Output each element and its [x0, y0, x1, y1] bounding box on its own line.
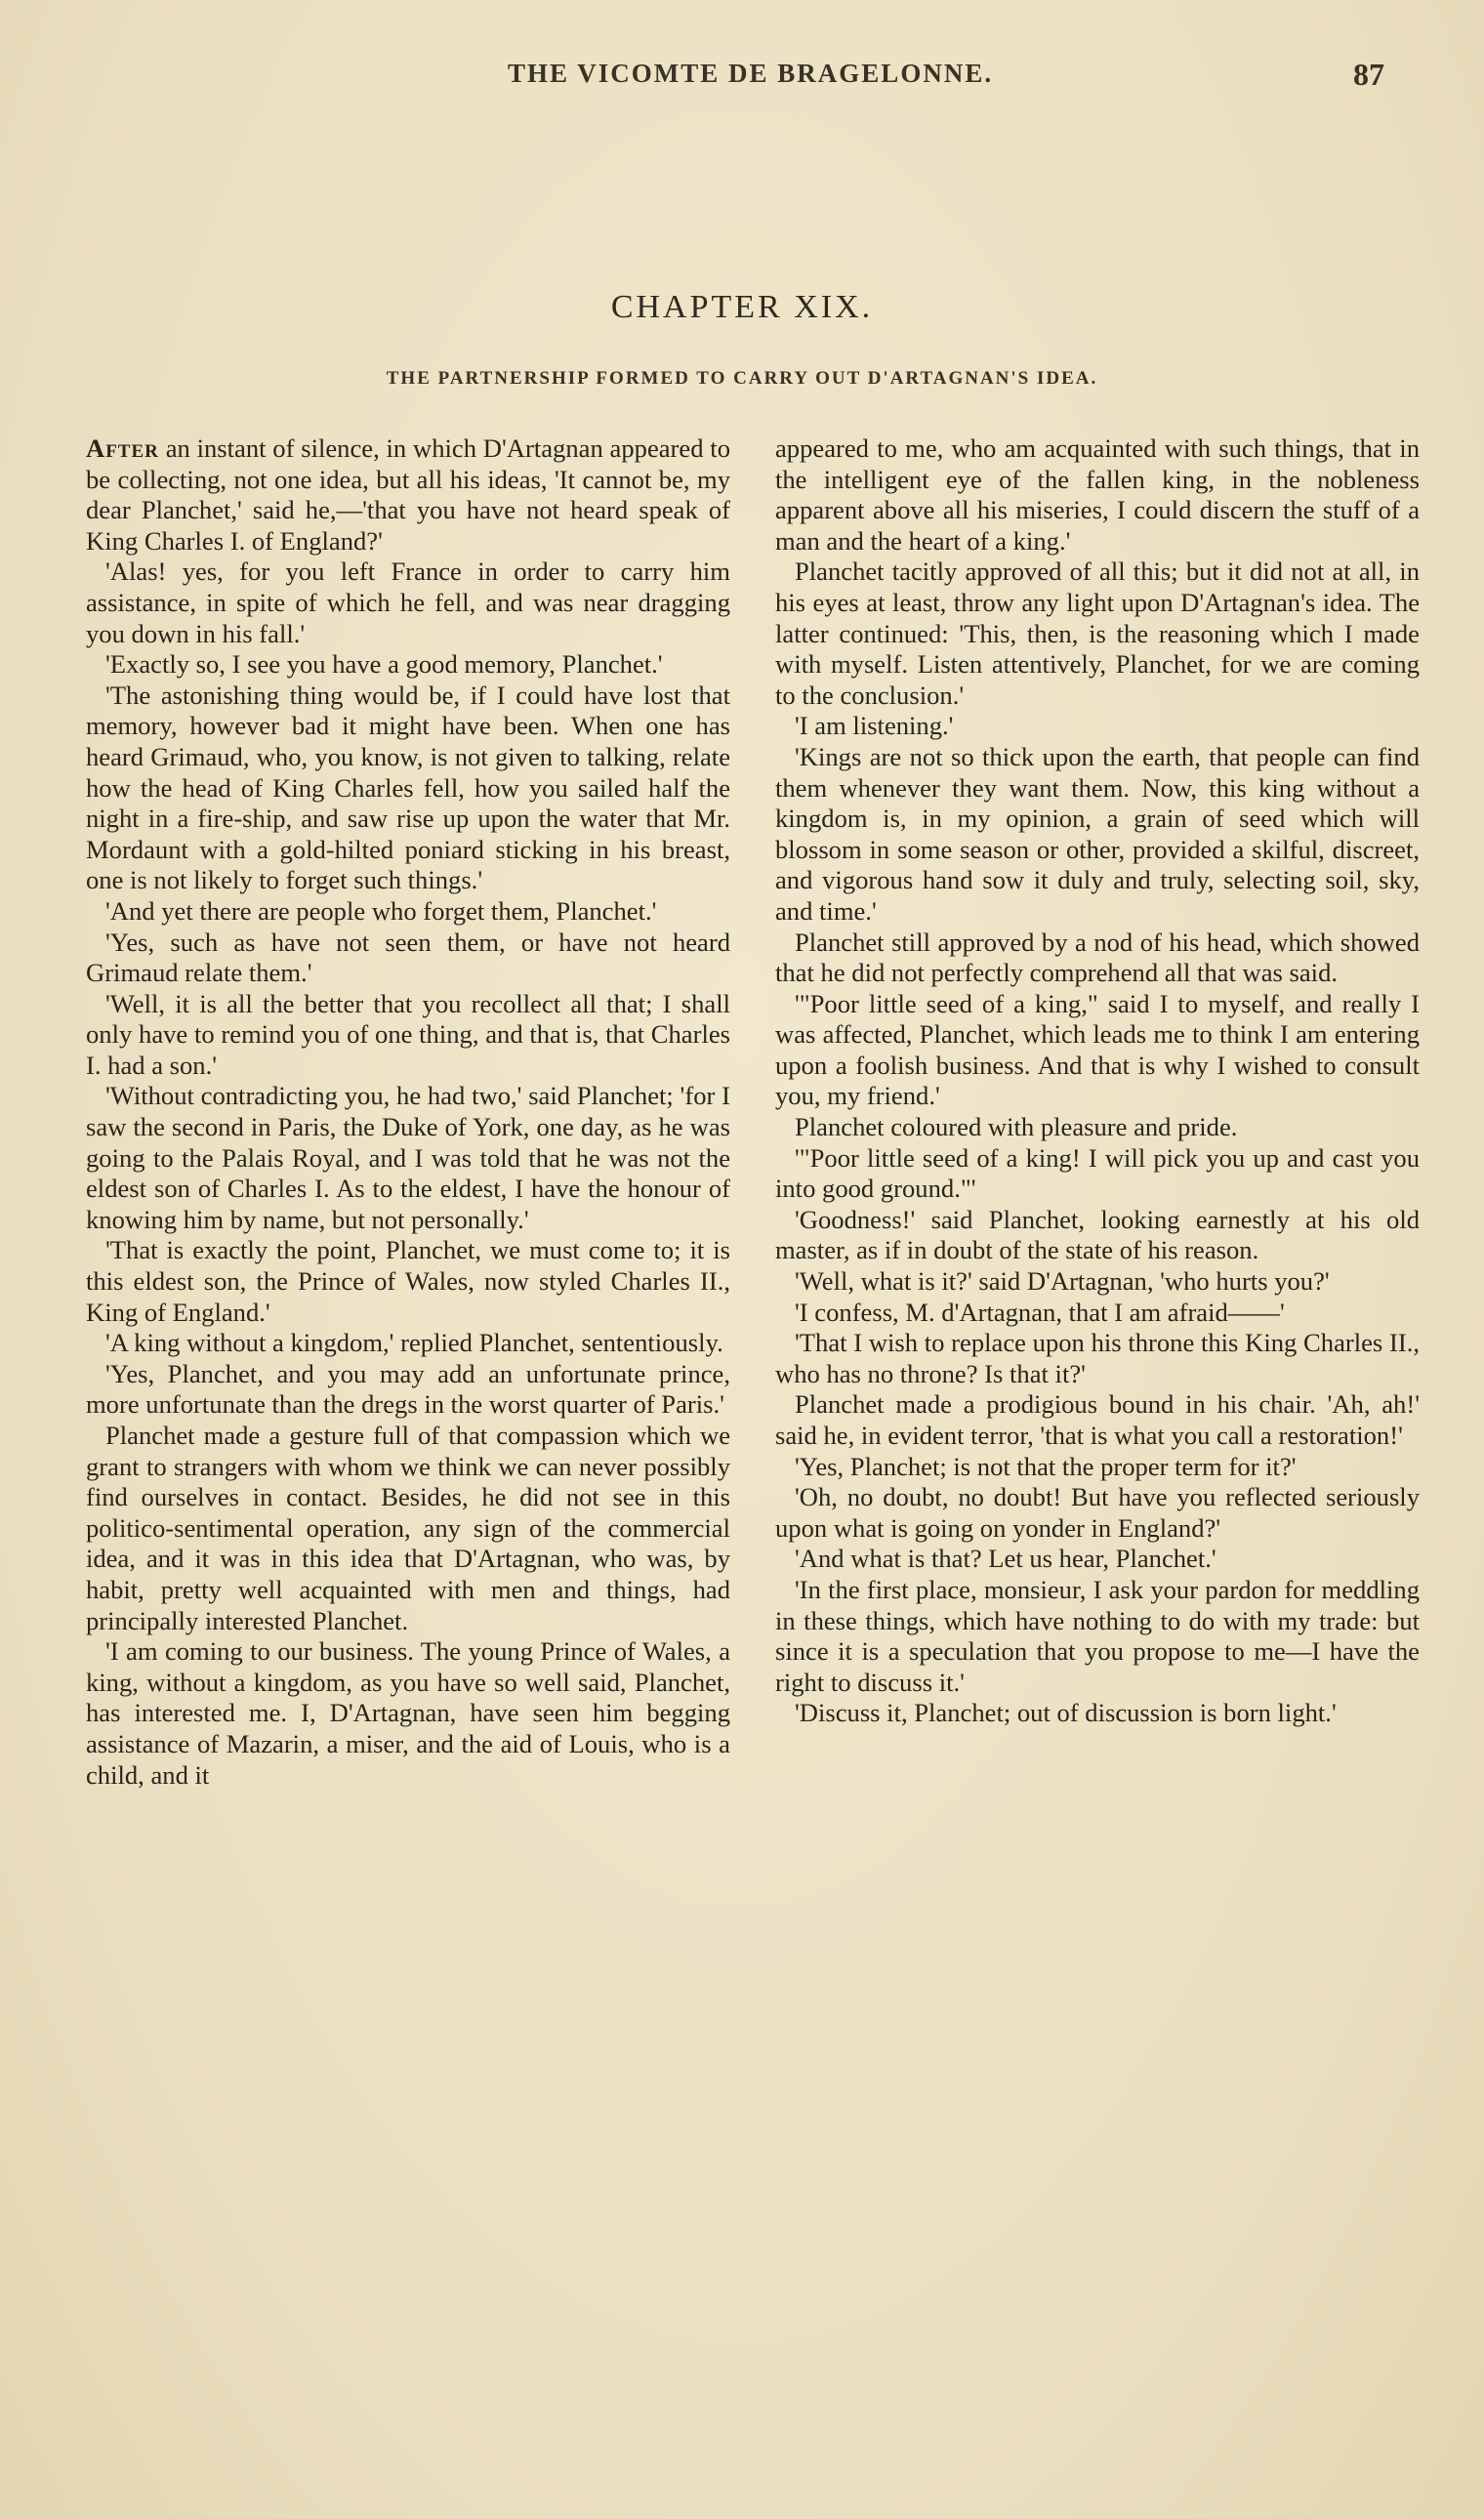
chapter-subtitle: THE PARTNERSHIP FORMED TO CARRY OUT D'ARTAGNAN'S IDEA. — [386, 368, 1098, 389]
paragraph: '"Poor little seed of a king! I will pick you up and cast you into good ground."' — [775, 1142, 1420, 1204]
paragraph: 'The astonishing thing would be, if I could have lost that memory, however bad it might have been. When one has heard Grimaud, who, you know, is not given to talking, relate how the head of King Charles fell, how you sailed half the night in a fire-ship, and saw rise up upon the water that Mr. Mordaunt with a gold-hilted poniard sticking in his breast, one is not likely to forget such things.' — [86, 680, 730, 895]
paragraph: 'And what is that? Let us hear, Planchet.' — [795, 1544, 1216, 1574]
paragraph: 'And yet there are people who forget them, Planchet.' — [105, 895, 657, 926]
paragraph: 'Well, it is all the better that you recollect all that; I shall only have to remind you of one thing, and that is, that Charles I. had a son.' — [86, 988, 730, 1080]
paragraph-text: an instant of silence, in which D'Artagnan appeared to be collecting, not one idea, but all his ideas, 'It cannot be, my dear Planchet,' said he,—'that you have not heard speak of King Charles I. of England?' — [86, 434, 730, 556]
paragraph: Planchet made a prodigious bound in his chair. 'Ah, ah!' said he, in evident terror, 'that is what you call a restoration!' — [775, 1389, 1420, 1450]
paragraph: Planchet still approved by a nod of his head, which showed that he did not perfectly comprehend all that was said. — [775, 927, 1420, 988]
paragraph: Planchet made a gesture full of that compassion which we grant to strangers with whom we think we can never possibly find ourselves in contact. Besides, he did not see in this politico-sentimental operation, any sign of the commercial idea, and it was in this idea that D'Artagnan, who was, by habit, pretty well acquainted with men and things, had principally interested Planchet. — [86, 1421, 730, 1635]
paragraph: 'That is exactly the point, Planchet, we must come to; it is this eldest son, the Prince of Wales, now styled Charles II., King of England.' — [86, 1235, 730, 1327]
paragraph: 'I confess, M. d'Artagnan, that I am afraid——' — [795, 1297, 1285, 1327]
opening-word: After — [86, 434, 159, 463]
paragraph: 'Without contradicting you, he had two,' said Planchet; 'for I saw the second in Paris, the Duke of York, one day, as he was going to the Palais Royal, and I was told that he was not the eldest son of Charles I. As to the eldest, I have the honour of knowing him by name, but not personally.' — [86, 1081, 730, 1234]
left-column — [86, 434, 730, 1791]
running-title: THE VICOMTE DE BRAGELONNE. — [508, 59, 994, 88]
paragraph: 'Yes, Planchet, and you may add an unfortunate prince, more unfortunate than the dregs in the worst quarter of Paris.' — [86, 1358, 730, 1420]
paragraph: 'I am coming to our business. The young Prince of Wales, a king, without a kingdom, as you have so well said, Planchet, has interested me. I, D'Artagnan, have seen him begging assistance of Mazarin, a miser, and the aid of Louis, who is a child, and it — [86, 1636, 730, 1790]
paragraph: Planchet coloured with pleasure and pride. — [795, 1112, 1238, 1142]
paragraph — [86, 434, 730, 557]
paragraph: 'In the first place, monsieur, I ask your pardon for meddling in these things, which have nothing to do with my trade: but since it is a speculation that you propose to me—I have the right to discuss it.' — [775, 1574, 1420, 1697]
chapter-title: CHAPTER XIX. — [610, 289, 874, 325]
paragraph: 'Yes, such as have not seen them, or have not heard Grimaud relate them.' — [86, 927, 730, 988]
paragraph: 'Oh, no doubt, no doubt! But have you reflected seriously upon what is going on yonder in England?' — [775, 1482, 1420, 1543]
paragraph: 'I am listening.' — [795, 711, 954, 741]
paragraph: 'Goodness!' said Planchet, looking earnestly at his old master, as if in doubt of the state of his reason. — [775, 1204, 1420, 1265]
paragraph: 'Kings are not so thick upon the earth, that people can find them whenever they want them. Now, this king without a kingdom is, in my opinion, a grain of seed which will blossom in some season or other, provided a skilful, discreet, and vigorous hand sow it duly and truly, selecting soil, sky, and time.' — [775, 741, 1420, 926]
paragraph: 'Well, what is it?' said D'Artagnan, 'who hurts you?' — [795, 1266, 1330, 1297]
paragraph: 'A king without a kingdom,' replied Planchet, sententiously. — [105, 1328, 723, 1358]
paragraph: 'Exactly so, I see you have a good memory, Planchet.' — [105, 649, 663, 680]
paragraph: 'Yes, Planchet; is not that the proper term for it?' — [795, 1451, 1297, 1481]
paragraph: appeared to me, who am acquainted with such things, that in the intelligent eye of the fallen king, in the nobleness apparent above all his miseries, I could discern the stuff of a man and the heart of a king.' — [775, 434, 1420, 556]
paragraph: 'That I wish to replace upon his throne this King Charles II., who has no throne? Is that it?' — [775, 1328, 1420, 1388]
page-number: 87 — [1353, 57, 1384, 92]
paragraph: Planchet tacitly approved of all this; but it did not at all, in his eyes at least, throw any light upon D'Artagnan's idea. The latter continued: 'This, then, is the reasoning which I made with myself. Listen attentively, Planchet, for we are coming to the conclusion.' — [775, 557, 1420, 710]
paragraph: '"Poor little seed of a king," said I to myself, and really I was affected, Planchet, which leads me to think I am entering upon a foolish business. And that is why I wished to consult you, my friend.' — [775, 988, 1420, 1111]
paragraph: 'Alas! yes, for you left France in order to carry him assistance, in spite of which he fell, and was near dragging you down in his fall.' — [86, 557, 730, 648]
right-column — [775, 434, 1420, 1729]
paragraph: 'Discuss it, Planchet; out of discussion is born light.' — [795, 1698, 1337, 1728]
